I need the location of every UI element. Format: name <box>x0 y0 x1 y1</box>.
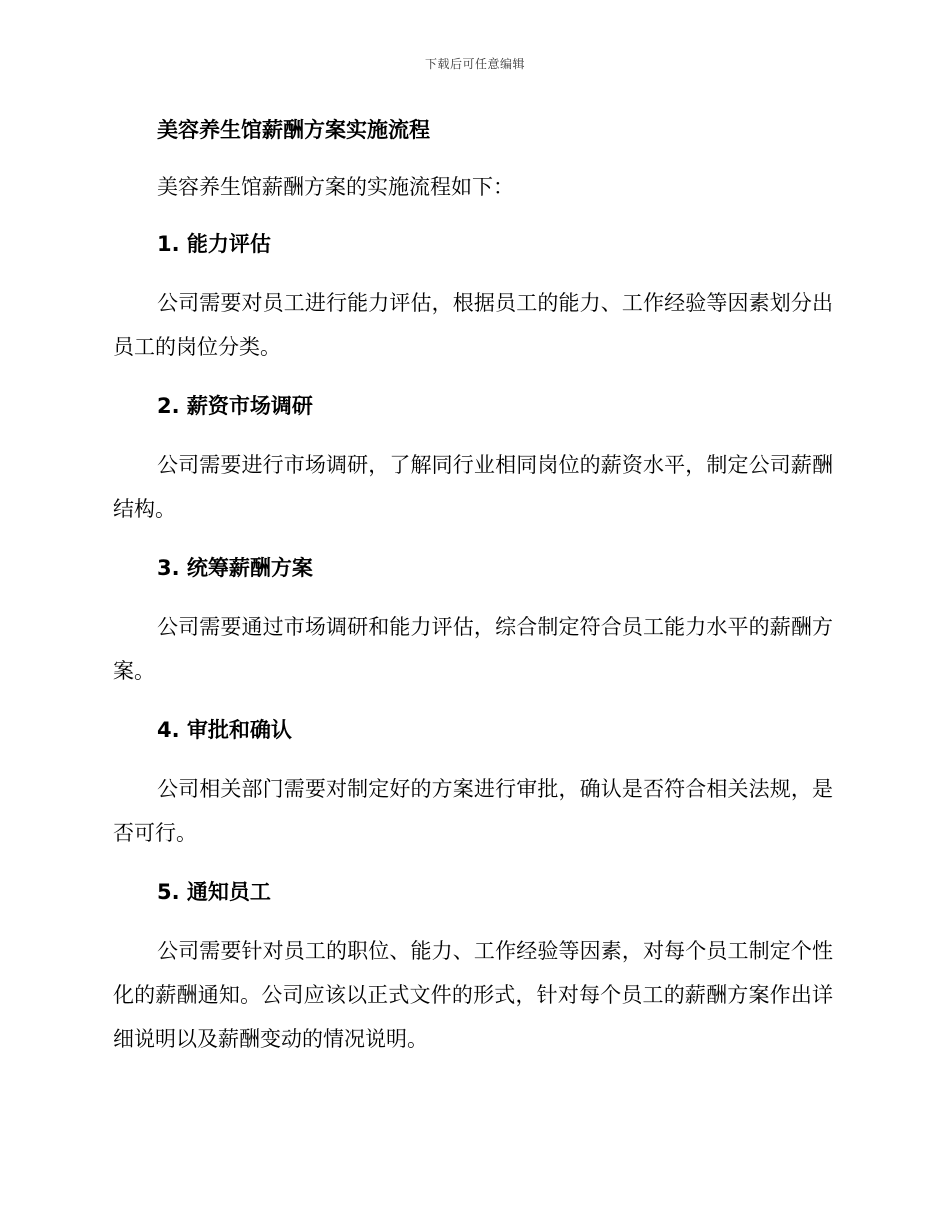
document-title: 美容养生馆薪酬方案实施流程 <box>157 118 430 142</box>
section-body: 公司相关部门需要对制定好的方案进行审批，确认是否符合相关法规，是否可行。 <box>113 777 833 845</box>
page-header: 下载后可任意编辑 <box>424 57 525 71</box>
section-body: 公司需要通过市场调研和能力评估，综合制定符合员工能力水平的薪酬方案。 <box>113 615 833 683</box>
section-heading: 5. 通知员工 <box>157 880 271 904</box>
section-heading: 4. 审批和确认 <box>157 718 292 742</box>
section-3 <box>113 548 833 693</box>
section-body: 公司需要针对员工的职位、能力、工作经验等因素，对每个员工制定个性化的薪酬通知。公司应该以正式文件的形式，针对每个员工的薪酬方案作出详细说明以及薪酬变动的情况说明。 <box>113 939 833 1051</box>
document-intro: 美容养生馆薪酬方案的实施流程如下： <box>157 175 514 199</box>
section-1 <box>113 224 833 369</box>
section-body: 公司需要进行市场调研，了解同行业相同岗位的薪资水平，制定公司薪酬结构。 <box>113 453 833 521</box>
section-4 <box>113 710 833 855</box>
section-heading: 2. 薪资市场调研 <box>157 394 313 418</box>
document-content <box>113 110 833 1061</box>
section-2 <box>113 386 833 531</box>
section-heading: 3. 统筹薪酬方案 <box>157 556 313 580</box>
section-body: 公司需要对员工进行能力评估，根据员工的能力、工作经验等因素划分出员工的岗位分类。 <box>113 291 833 359</box>
section-5 <box>113 872 833 1061</box>
section-heading: 1. 能力评估 <box>157 232 271 256</box>
